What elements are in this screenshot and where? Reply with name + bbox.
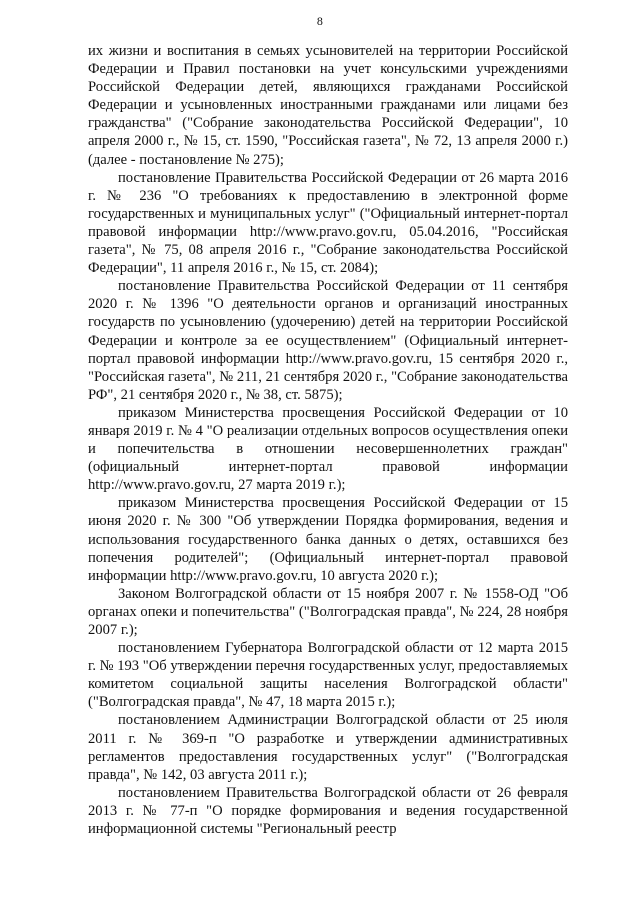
paragraph-government-decree-236: постановление Правительства Российской Федерации от 26 марта 2016 г. № 236 "О требованиях к предоставлению в электронной форме государственных и муниципальных услуг" ("Официальный интернет-портал правовой информации http://www.pravo.gov.ru, 05.04.2016, "Российская газета", № 75, 08 апреля 2016 г., "Собрание законодательства Российской Федерации", 11 апреля 2016 г., № 15, ст. 2084); <box>88 169 568 277</box>
paragraph-governor-decree-193: постановлением Губернатора Волгоградской области от 12 марта 2015 г. № 193 "Об утверждении перечня государственных услуг, предоставляемых комитетом социальной защиты населения Волгоградской области" ("Волгоградская правда", № 47, 18 марта 2015 г.); <box>88 640 568 711</box>
paragraph-government-decree-1396: постановление Правительства Российской Федерации от 11 сентября 2020 г. № 1396 "О деятельности органов и организаций иностранных государств по усыновлению (удочерению) детей на территории Российской Федерации и контроле за ее осуществлением" (Официальный интернет-портал правовой информации http://www.pravo.gov.ru, 15 сентября 2020 г., "Российская газета", № 211, 21 сентября 2020 г., "Собрание законодательства РФ", 21 сентября 2020 г., № 38, ст. 5875); <box>88 278 568 403</box>
paragraph-volgograd-law-1558: Законом Волгоградской области от 15 ноября 2007 г. № 1558-ОД "Об органах опеки и попечительства" ("Волгоградская правда", № 224, 28 ноября 2007 г.); <box>88 585 568 638</box>
paragraph-ministry-order-4: приказом Министерства просвещения Российской Федерации от 10 января 2019 г. № 4 "О реализации отдельных вопросов осуществления опеки и попечительства в отношении несовершеннолетних граждан" (официальный интернет-портал правовой информации http://www.pravo.gov.ru, 27 марта 2019 г.); <box>88 404 568 494</box>
page-number: 8 <box>316 14 324 28</box>
paragraph-ministry-order-300: приказом Министерства просвещения Российской Федерации от 15 июня 2020 г. № 300 "Об утверждении Порядка формирования, ведения и использования государственного банка данных о детях, оставшихся без попечения родителей"; (Официальный интернет-портал правовой информации http://www.pravo.gov.ru, 10 августа 2020 г.); <box>88 495 568 584</box>
paragraph-continuation: их жизни и воспитания в семьях усыновителей на территории Российской Федерации и Правил постановки на учет консульскими учреждениями Российской Федерации детей, являющихся гражданами Российской Федерации и усыновленных иностранными гражданами или лицами без гражданства" ("Собрание законодательства Российской Федерации", 10 апреля 2000 г., № 15, ст. 1590, "Российская газета", № 72, 13 апреля 2000 г.) (далее - постановление № 275); <box>88 43 568 168</box>
paragraph-administration-decree-369: постановлением Администрации Волгоградской области от 25 июля 2011 г. № 369-п "О разработке и утверждении административных регламентов предоставления государственных услуг" ("Волгоградская правда", № 142, 03 августа 2011 г.); <box>88 712 568 783</box>
document-body <box>88 42 568 838</box>
paragraph-government-decree-77: постановлением Правительства Волгоградской области от 26 февраля 2013 г. № 77-п "О порядке формирования и ведения государственной информационной системы "Региональный реестр <box>88 784 568 838</box>
